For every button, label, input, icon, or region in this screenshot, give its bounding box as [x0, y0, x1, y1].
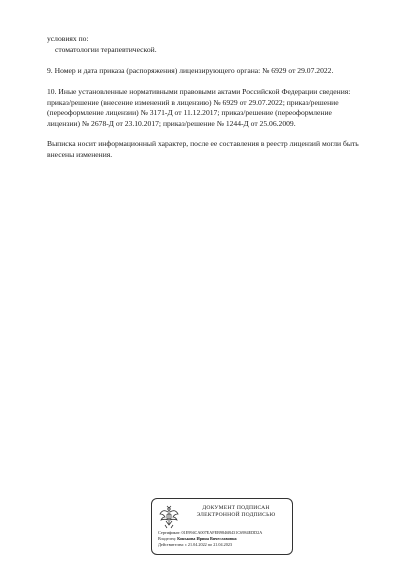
valid-row	[158, 542, 290, 548]
owner-label: Владелец:	[158, 536, 177, 542]
conditions-item: стоматологии терапевтической.	[55, 44, 157, 54]
item-10-line: лицензии) № 2678-Д от 23.10.2017; приказ/решение № 1244-Д от 25.06.2009.	[47, 118, 296, 128]
disclaimer	[47, 139, 402, 160]
stamp-title-line-2: ЭЛЕКТРОННОЙ ПОДПИСЬЮ	[196, 512, 276, 518]
item-10-line: приказ/решение (внесение изменений в лицензию) № 6929 от 29.07.2022; приказ/решение	[47, 97, 339, 107]
disclaimer-line: Выписка носит информационный характер, после ее составления в реестр лицензий могли быть	[47, 139, 359, 148]
valid-label: Действителен:	[158, 542, 184, 548]
disclaimer-line: внесены изменения.	[47, 149, 113, 159]
item-9	[47, 66, 402, 77]
russian-coat-of-arms-icon	[159, 505, 179, 529]
stamp-title-line-1: ДОКУМЕНТ ПОДПИСАН	[202, 505, 270, 511]
item-10	[47, 87, 402, 129]
certificate-value: 01E994CA007EAFEB9846B431C6984EDD2A	[181, 530, 263, 535]
stamp-header	[182, 505, 290, 519]
item-10-line: (переоформление лицензии) № 3171-Д от 11.12.2017; приказ/решение (переоформление	[47, 108, 332, 118]
certificate-label: Сертификат:	[158, 530, 181, 535]
item-10-line: 10. Иные установленные нормативными правовыми актами Российской Федерации сведения:	[47, 87, 351, 96]
electronic-signature-stamp	[151, 498, 293, 555]
conditions-block	[47, 34, 402, 55]
owner-value: Конькова Ирина Вячеславовна	[177, 536, 237, 542]
stamp-info	[158, 530, 290, 549]
item-9-text: 9. Номер и дата приказа (распоряжения) лицензирующего органа: № 6929 от 29.07.2022.	[47, 66, 334, 75]
conditions-label: условиях по:	[47, 34, 89, 43]
valid-value: с 21.04.2022 по 21.04.2023	[185, 542, 233, 548]
